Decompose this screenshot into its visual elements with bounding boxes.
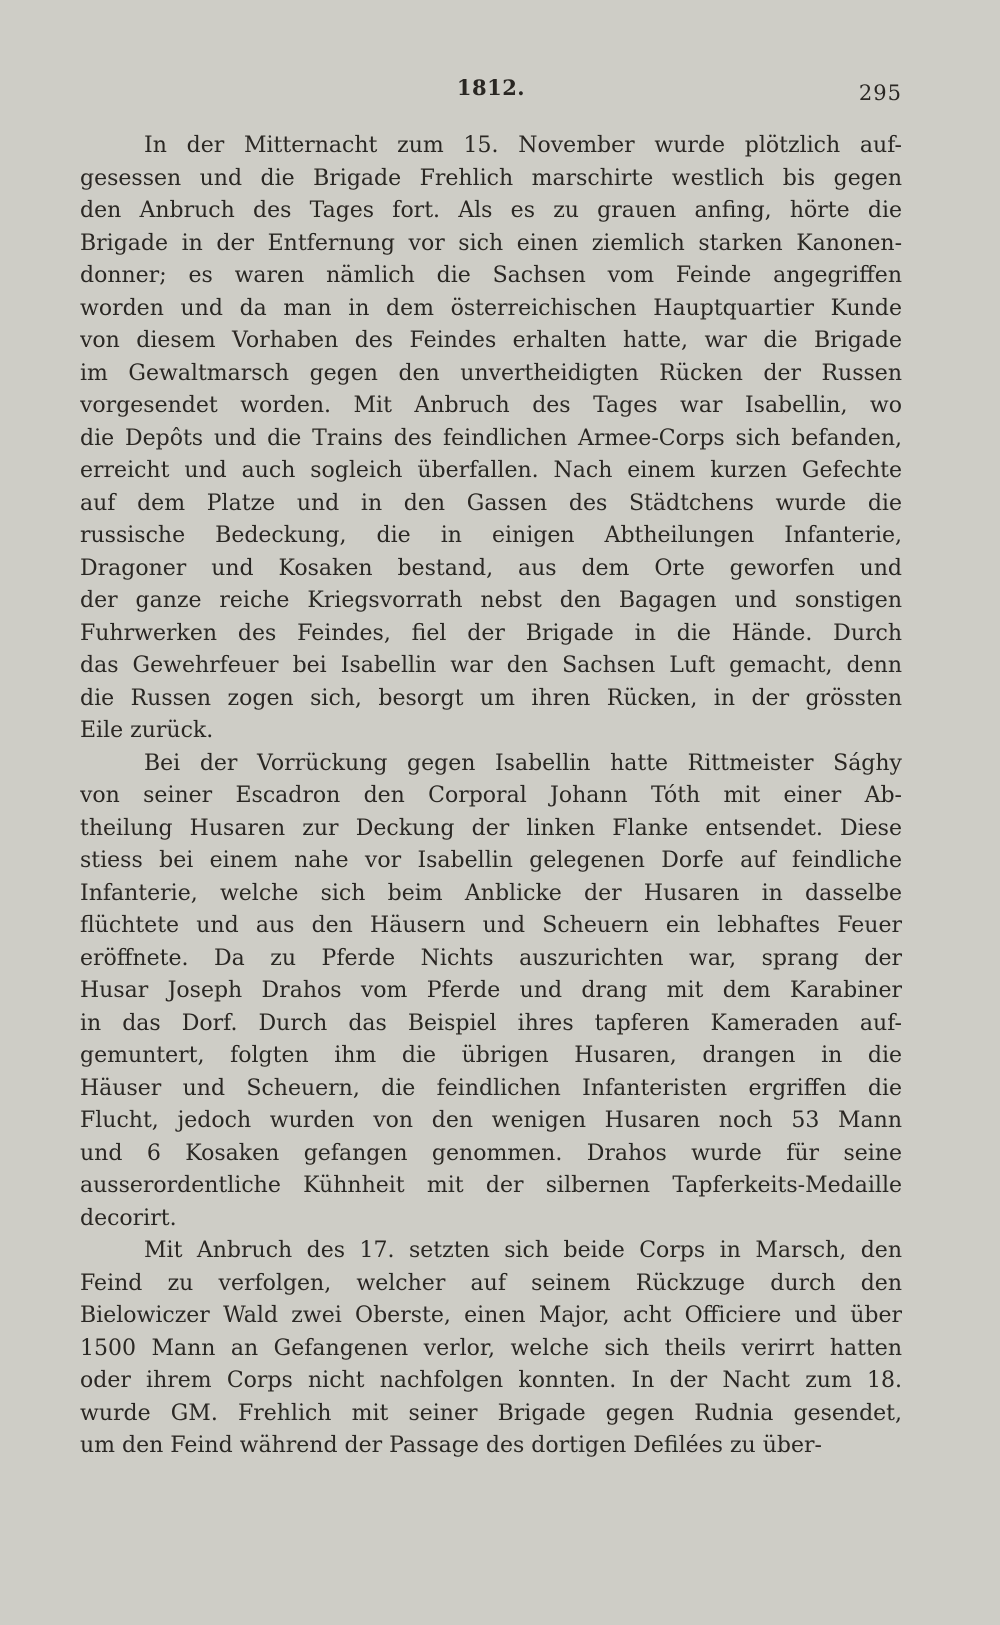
text-line: russische Bedeckung, die in einigen Abtheilungen Infanterie, xyxy=(80,523,902,548)
text-line: von seiner Escadron den Corporal Johann Tóth mit einer Ab- xyxy=(80,783,902,808)
text-line: Flucht, jedoch wurden von den wenigen Husaren noch 53 Mann xyxy=(80,1108,902,1133)
text-line: von diesem Vorhaben des Feindes erhalten hatte, war die Brigade xyxy=(80,328,902,353)
text-line: auf dem Platze und in den Gassen des Städtchens wurde die xyxy=(80,490,902,516)
text-line: ausserordentliche Kühnheit mit der silbernen Tapferkeits-Medaille xyxy=(80,1173,902,1198)
text-line: wurde GM. Frehlich mit seiner Brigade gegen Rudnia gesendet, xyxy=(80,1400,902,1426)
text-line: den Anbruch des Tages fort. Als es zu grauen anfing, hörte die xyxy=(80,198,902,223)
text-line: Bei der Vorrückung gegen Isabellin hatte Rittmeister Sághy xyxy=(144,750,902,776)
text-line: Eile zurück. xyxy=(80,718,214,743)
header-year: 1812. xyxy=(456,75,526,100)
text-line: in das Dorf. Durch das Beispiel ihres tapferen Kameraden auf- xyxy=(80,1010,902,1036)
text-line: gemuntert, folgten ihm die übrigen Husaren, drangen in die xyxy=(80,1043,902,1068)
paragraph xyxy=(80,748,902,1236)
text-line: um den Feind während der Passage des dortigen Defilées zu über- xyxy=(80,1433,822,1458)
text-line: Infanterie, welche sich beim Anblicke der Husaren in dasselbe xyxy=(80,880,902,906)
text-line: Feind zu verfolgen, welcher auf seinem Rückzuge durch den xyxy=(80,1270,902,1296)
text-line: Brigade in der Entfernung vor sich einen ziemlich starken Kanonen- xyxy=(80,230,902,256)
paragraph xyxy=(80,1235,902,1463)
text-line: 1500 Mann an Gefangenen verlor, welche sich theils verirrt hatten xyxy=(80,1335,902,1361)
text-line: die Depôts und die Trains des feindlichen Armee-Corps sich befanden, xyxy=(80,425,902,451)
text-line: vorgesendet worden. Mit Anbruch des Tages war Isabellin, wo xyxy=(80,393,902,418)
text-line: Mit Anbruch des 17. setzten sich beide Corps in Marsch, den xyxy=(144,1238,902,1263)
text-line: Häuser und Scheuern, die feindlichen Infanteristen ergriffen die xyxy=(80,1075,902,1101)
text-line: donner; es waren nämlich die Sachsen vom Feinde angegriffen xyxy=(80,263,902,288)
paragraph xyxy=(80,130,902,748)
text-line: stiess bei einem nahe vor Isabellin gelegenen Dorfe auf feindliche xyxy=(80,848,902,873)
text-line: gesessen und die Brigade Frehlich marschirte westlich bis gegen xyxy=(80,165,902,191)
text-line: Fuhrwerken des Feindes, fiel der Brigade in die Hände. Durch xyxy=(80,620,902,646)
running-header xyxy=(80,75,902,111)
text-line: In der Mitternacht zum 15. November wurde plötzlich auf- xyxy=(144,133,902,158)
body-text xyxy=(80,130,902,1463)
text-line: Bielowiczer Wald zwei Oberste, einen Major, acht Officiere und über xyxy=(80,1303,902,1328)
text-line: worden und da man in dem österreichischen Hauptquartier Kunde xyxy=(80,295,902,321)
text-line: der ganze reiche Kriegsvorrath nebst den Bagagen und sonstigen xyxy=(80,588,902,613)
text-line: theilung Husaren zur Deckung der linken Flanke entsendet. Diese xyxy=(80,815,902,841)
text-line: eröffnete. Da zu Pferde Nichts auszurichten war, sprang der xyxy=(80,945,902,971)
text-line: und 6 Kosaken gefangen genommen. Drahos wurde für seine xyxy=(80,1140,902,1166)
text-line: Dragoner und Kosaken bestand, aus dem Orte geworfen und xyxy=(80,555,902,581)
text-line: die Russen zogen sich, besorgt um ihren Rücken, in der grössten xyxy=(80,685,902,711)
text-line: im Gewaltmarsch gegen den unvertheidigten Rücken der Russen xyxy=(80,360,902,386)
text-line: decorirt. xyxy=(80,1205,177,1231)
text-line: oder ihrem Corps nicht nachfolgen konnten. In der Nacht zum 18. xyxy=(80,1368,902,1393)
text-line: flüchtete und aus den Häusern und Scheuern ein lebhaftes Feuer xyxy=(80,913,902,938)
text-line: erreicht und auch sogleich überfallen. Nach einem kurzen Gefechte xyxy=(80,458,902,483)
page-number: 295 xyxy=(858,81,902,105)
text-line: das Gewehrfeuer bei Isabellin war den Sachsen Luft gemacht, denn xyxy=(80,653,902,678)
text-line: Husar Joseph Drahos vom Pferde und drang mit dem Karabiner xyxy=(80,978,902,1003)
